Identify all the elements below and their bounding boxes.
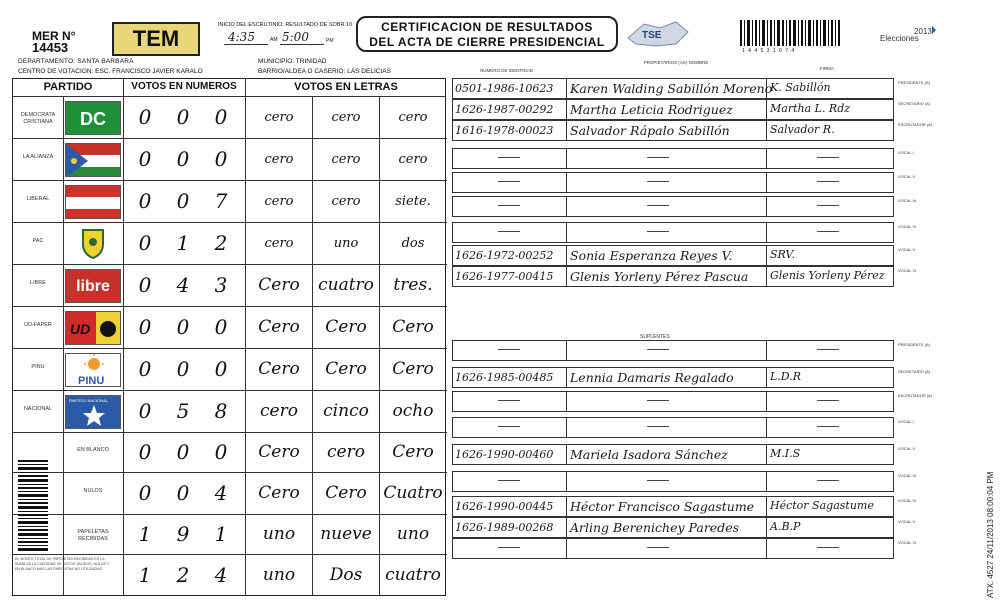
vote-word: cero xyxy=(264,236,294,251)
member-id: 1626-1987-00292 xyxy=(455,103,554,116)
vote-word: cinco xyxy=(323,401,369,421)
elecciones-text: Elecciones xyxy=(880,34,919,43)
member-role: ESCRUTADOR (A) xyxy=(898,122,933,127)
member-name-cell[interactable] xyxy=(567,267,767,286)
member-role: VOCAL I xyxy=(898,419,914,424)
vote-digit: 0 xyxy=(138,440,152,464)
time-end: 5:00 xyxy=(282,30,309,44)
table-row xyxy=(13,391,447,433)
member-name: Arling Berenichey Paredes xyxy=(570,520,740,535)
member-role: VOCAL VI xyxy=(898,540,917,545)
vote-word: uno xyxy=(396,524,430,544)
table-row xyxy=(13,307,447,349)
member-name-cell[interactable] xyxy=(567,100,767,119)
member-id: 0501-1986-10623 xyxy=(455,82,554,95)
time-start: 4:35 xyxy=(228,30,255,44)
member-row xyxy=(452,367,894,388)
time-am-label: AM xyxy=(270,37,278,43)
member-row xyxy=(452,172,894,193)
time-label: INICIO DEL ESCRUTINIO: RESULTADO DE SOBR 10 xyxy=(218,22,353,28)
vote-word: cero xyxy=(264,194,294,209)
member-row xyxy=(452,517,894,538)
empty-dash xyxy=(817,547,839,548)
vote-digit: 0 xyxy=(214,440,228,464)
empty-dash xyxy=(647,480,669,481)
vote-word: Cero xyxy=(325,359,367,379)
member-sign-cell[interactable] xyxy=(767,197,893,216)
member-name-cell[interactable] xyxy=(567,368,767,387)
member-row xyxy=(452,538,894,559)
vote-digit: 0 xyxy=(138,231,152,255)
party-name: NACIONAL xyxy=(23,406,53,412)
member-id: 1626-1990-00445 xyxy=(455,500,554,513)
member-sign-cell[interactable] xyxy=(767,341,893,360)
barcode-side-icon xyxy=(18,460,58,552)
sign-column-label: FIRMA xyxy=(820,66,834,71)
member-name: Sonia Esperanza Reyes V. xyxy=(570,248,733,263)
member-id-cell[interactable] xyxy=(453,497,567,516)
empty-dash xyxy=(647,205,669,206)
member-role: VOCAL V xyxy=(898,247,916,252)
vote-word: nueve xyxy=(320,524,372,544)
vote-digit: 0 xyxy=(138,273,152,297)
member-sign-cell[interactable] xyxy=(767,368,893,387)
member-id: 1626-1989-00268 xyxy=(455,521,554,534)
vote-digit: 8 xyxy=(214,399,228,423)
vote-word: Cuatro xyxy=(383,483,443,503)
member-id: 1626-1990-00460 xyxy=(455,448,554,461)
pac-shield-icon xyxy=(65,227,121,261)
member-id: 1616-1978-00023 xyxy=(455,124,554,137)
vote-digit: 0 xyxy=(214,357,228,381)
vote-digit: 1 xyxy=(138,522,152,546)
party-name: PINU xyxy=(31,364,45,370)
vote-digit: 3 xyxy=(214,273,228,297)
member-name: Héctor Francisco Sagastume xyxy=(570,499,755,514)
member-id: 1626-1985-00485 xyxy=(455,371,554,384)
pinu-logo-icon xyxy=(65,353,121,387)
vote-digit: 9 xyxy=(176,522,190,546)
name-column-label: PROPIETARIOS (AS) NOMBRE xyxy=(643,60,709,65)
party-name: LIBERAL xyxy=(26,196,50,202)
party-name: UD-FAPER xyxy=(24,322,52,328)
member-name-cell[interactable] xyxy=(567,497,767,516)
table-row xyxy=(13,265,447,307)
votes-table xyxy=(12,78,446,596)
member-role: VOCAL II xyxy=(898,446,915,451)
vote-word: uno xyxy=(262,565,296,585)
empty-dash xyxy=(498,205,520,206)
vote-digit: 4 xyxy=(214,563,228,587)
party-name: PAPELETAS RECIBIDAS xyxy=(77,529,109,542)
vote-digit: 0 xyxy=(176,440,190,464)
empty-dash xyxy=(647,400,669,401)
vote-digit: 0 xyxy=(176,481,190,505)
empty-dash xyxy=(817,349,839,350)
vote-word: cero xyxy=(398,152,428,167)
member-sign-cell[interactable] xyxy=(767,418,893,437)
vote-digit: 0 xyxy=(138,105,152,129)
svg-text:TSE: TSE xyxy=(642,30,662,41)
empty-dash xyxy=(817,480,839,481)
member-id-cell[interactable] xyxy=(453,79,567,98)
member-row xyxy=(452,391,894,412)
vote-word: cero xyxy=(327,442,365,462)
member-sign-cell[interactable] xyxy=(767,223,893,242)
member-sign-cell[interactable] xyxy=(767,497,893,516)
party-name: DEMOCRATA CRISTIANA xyxy=(20,112,56,125)
departamento-line: DEPARTAMENTO: SANTA BARBARA xyxy=(18,58,134,65)
vote-word: Cero xyxy=(325,317,367,337)
member-row xyxy=(452,266,894,287)
member-role: PRESIDENTE (A) xyxy=(898,80,931,85)
side-stamp: ATX: 4527 24/11/2013 08:00:04 PM xyxy=(986,471,995,598)
empty-dash xyxy=(817,426,839,427)
vote-digit: 0 xyxy=(176,357,190,381)
member-id-cell[interactable] xyxy=(453,149,567,168)
vote-digit: 1 xyxy=(176,231,190,255)
vote-word: cero xyxy=(331,110,361,125)
vote-digit: 1 xyxy=(214,522,228,546)
table-row xyxy=(13,473,447,515)
empty-dash xyxy=(817,157,839,158)
member-sign-cell[interactable] xyxy=(767,79,893,98)
member-name-cell[interactable] xyxy=(567,197,767,216)
vote-word: Cero xyxy=(258,317,300,337)
vote-word: Cero xyxy=(392,317,434,337)
vote-digit: 2 xyxy=(176,563,190,587)
vote-word: Cero xyxy=(392,442,434,462)
empty-dash xyxy=(498,349,520,350)
vote-word: Cero xyxy=(392,359,434,379)
barcode-number: 1 4 4 5 3 1 0 7 4 xyxy=(742,48,796,54)
member-row xyxy=(452,148,894,169)
vote-digit: 0 xyxy=(138,315,152,339)
member-id-cell[interactable] xyxy=(453,173,567,192)
member-id-cell[interactable] xyxy=(453,368,567,387)
member-role: VOCAL III xyxy=(898,473,916,478)
member-sign-cell[interactable] xyxy=(767,518,893,537)
member-name-cell[interactable] xyxy=(567,79,773,98)
member-row xyxy=(452,340,894,361)
member-name: Lennia Damaris Regalado xyxy=(570,370,734,385)
empty-dash xyxy=(647,231,669,232)
table-row xyxy=(13,97,447,139)
member-id-cell[interactable] xyxy=(453,472,567,491)
dc-logo-icon: DC xyxy=(65,101,121,135)
vote-digit: 4 xyxy=(176,273,190,297)
table-row xyxy=(13,139,447,181)
empty-dash xyxy=(498,547,520,548)
vote-word: cuatro xyxy=(318,275,374,295)
vote-digit: 0 xyxy=(176,105,190,129)
vote-digit: 0 xyxy=(138,357,152,381)
member-name-cell[interactable] xyxy=(567,173,767,192)
member-name: Glenis Yorleny Pérez Pascua xyxy=(570,269,749,284)
vote-word: cero xyxy=(331,194,361,209)
time-end-underline xyxy=(280,44,324,45)
empty-dash xyxy=(647,157,669,158)
vote-digit: 0 xyxy=(138,147,152,171)
member-signature: Héctor Sagastume xyxy=(770,499,874,512)
member-sign-cell[interactable] xyxy=(767,173,893,192)
certificate-line-1: CERTIFICACION DE RESULTADOS xyxy=(381,20,593,34)
member-sign-cell[interactable] xyxy=(767,100,893,119)
member-row xyxy=(452,471,894,492)
vote-digit: 0 xyxy=(138,189,152,213)
member-name-cell[interactable] xyxy=(567,418,767,437)
member-row xyxy=(452,245,894,266)
member-sign-cell[interactable] xyxy=(767,267,893,286)
vote-word: Cero xyxy=(258,275,300,295)
svg-text:UD: UD xyxy=(70,321,91,337)
vote-word: Cero xyxy=(258,483,300,503)
mer-label: MER N° 14453 xyxy=(32,29,76,55)
vote-word: cuatro xyxy=(385,565,441,585)
member-role: VOCAL V xyxy=(898,519,916,524)
member-id: 1626-1977-00415 xyxy=(455,270,554,283)
svg-text:PINU: PINU xyxy=(78,375,105,387)
certificate-title xyxy=(356,16,618,52)
member-name-cell[interactable] xyxy=(567,246,767,265)
tse-logo-icon xyxy=(626,18,690,50)
member-id-cell[interactable] xyxy=(453,197,567,216)
vote-word: Cero xyxy=(325,483,367,503)
member-sign-cell[interactable] xyxy=(767,539,893,558)
member-id-cell[interactable] xyxy=(453,418,567,437)
empty-dash xyxy=(817,231,839,232)
member-row xyxy=(452,222,894,243)
vote-word: cero xyxy=(260,401,298,421)
member-name-cell[interactable] xyxy=(567,472,767,491)
party-name: LIBRE xyxy=(30,280,46,286)
member-name: Salvador Rápalo Sabillón xyxy=(570,123,730,138)
vote-digit: 7 xyxy=(214,189,228,213)
member-id-cell[interactable] xyxy=(453,121,567,140)
member-sign-cell[interactable] xyxy=(767,149,893,168)
member-signature: SRV. xyxy=(770,248,795,261)
empty-dash xyxy=(817,205,839,206)
vote-digit: 0 xyxy=(138,481,152,505)
member-row xyxy=(452,196,894,217)
vote-digit: 2 xyxy=(214,231,228,255)
table-row xyxy=(13,349,447,391)
vote-word: siete. xyxy=(395,194,431,209)
member-signature: Martha L. Rdz xyxy=(770,102,851,115)
member-role: VOCAL I xyxy=(898,150,914,155)
empty-dash xyxy=(647,426,669,427)
footer-note: EL MONTO TOTAL DE PAPELETAS RECIBIDAS ES LA SUMA DE LA CANTIDAD DE VOTOS VALIDOS, NULOS Y EN BLANCO MAS LAS PAPELETAS NO UTILIZADAS xyxy=(15,557,110,571)
empty-dash xyxy=(817,181,839,182)
vote-word: uno xyxy=(262,524,296,544)
member-sign-cell[interactable] xyxy=(767,445,893,464)
member-name-cell[interactable] xyxy=(567,392,767,411)
member-sign-cell[interactable] xyxy=(767,121,893,140)
vote-digit: 0 xyxy=(176,147,190,171)
member-row xyxy=(452,496,894,517)
empty-dash xyxy=(498,426,520,427)
member-id-cell[interactable] xyxy=(453,392,567,411)
empty-dash xyxy=(498,480,520,481)
vote-digit: 0 xyxy=(214,315,228,339)
member-row xyxy=(452,417,894,438)
certificate-line-2: DEL ACTA DE CIERRE PRESIDENCIAL xyxy=(369,35,605,49)
member-role: VOCAL II xyxy=(898,174,915,179)
empty-dash xyxy=(647,349,669,350)
ud-logo-icon xyxy=(65,311,121,345)
member-role: VOCAL III xyxy=(898,198,916,203)
member-sign-cell[interactable] xyxy=(767,472,893,491)
member-id-cell[interactable] xyxy=(453,100,567,119)
member-signature: M.I.S xyxy=(770,447,801,460)
barcode-top-icon xyxy=(740,20,840,46)
table-row xyxy=(13,223,447,265)
vote-digit: 0 xyxy=(176,189,190,213)
vote-word: Dos xyxy=(329,565,363,585)
member-name-cell[interactable] xyxy=(567,121,767,140)
liberal-flag-icon xyxy=(65,185,121,219)
member-name: Mariela Isadora Sánchez xyxy=(570,447,728,462)
libre-logo-icon: libre xyxy=(65,269,121,303)
vote-word: dos xyxy=(401,236,425,251)
party-name: NULOS xyxy=(83,488,103,494)
table-row xyxy=(13,515,447,555)
member-name-cell[interactable] xyxy=(567,539,767,558)
vote-digit: 5 xyxy=(176,399,190,423)
member-role: VOCAL IV xyxy=(898,498,917,503)
member-signature: Salvador R. xyxy=(770,123,835,136)
member-signature: L.D.R xyxy=(770,370,802,383)
member-id-cell[interactable] xyxy=(453,267,567,286)
vote-digit: 0 xyxy=(176,315,190,339)
member-sign-cell[interactable] xyxy=(767,392,893,411)
member-id-cell[interactable] xyxy=(453,518,567,537)
vote-word: cero xyxy=(331,152,361,167)
member-name-cell[interactable] xyxy=(567,445,767,464)
time-start-underline xyxy=(224,44,268,45)
empty-dash xyxy=(817,400,839,401)
barrio-line: BARRIO/ALDEA O CASERIO: LAS DELICIAS xyxy=(258,68,391,75)
member-id-cell[interactable] xyxy=(453,223,567,242)
nacional-logo-icon xyxy=(65,395,121,429)
member-sign-cell[interactable] xyxy=(767,246,893,265)
member-name-cell[interactable] xyxy=(567,518,767,537)
vote-word: Cero xyxy=(258,442,300,462)
member-row xyxy=(452,120,894,141)
member-row xyxy=(452,78,894,99)
vote-word: ocho xyxy=(392,401,434,421)
member-name-cell[interactable] xyxy=(567,341,767,360)
time-pm-label: PM xyxy=(326,38,334,44)
table-row xyxy=(13,433,447,473)
empty-dash xyxy=(647,547,669,548)
col-numbers-header: VOTOS EN NUMEROS xyxy=(131,81,237,92)
member-id-cell[interactable] xyxy=(453,341,567,360)
party-name: LA ALIANZA xyxy=(22,154,54,160)
member-id-cell[interactable] xyxy=(453,539,567,558)
col-letters-header: VOTOS EN LETRAS xyxy=(294,81,398,93)
member-id-cell[interactable] xyxy=(453,445,567,464)
vote-digit: 1 xyxy=(138,563,152,587)
empty-dash xyxy=(498,157,520,158)
id-column-label: NUMERO DE IDENTIDAD xyxy=(480,68,534,73)
vote-word: Cero xyxy=(258,359,300,379)
member-row xyxy=(452,444,894,465)
member-signature: K. Sabillón xyxy=(770,81,831,94)
suplentes-label: SUPLENTES xyxy=(640,334,670,340)
member-name: Martha Leticia Rodriguez xyxy=(570,102,733,117)
centro-line: CENTRO DE VOTACION: ESC. FRANCISCO JAVIER KARALO xyxy=(18,68,203,75)
vote-word: cero xyxy=(264,152,294,167)
member-role: PRESIDENTE (A) xyxy=(898,342,931,347)
member-id-cell[interactable] xyxy=(453,246,567,265)
member-name-cell[interactable] xyxy=(567,223,767,242)
svg-text:2013: 2013 xyxy=(914,27,932,36)
party-name: EN BLANCO xyxy=(77,447,109,453)
vote-digit: 4 xyxy=(214,481,228,505)
member-role: VOCAL IV xyxy=(898,224,917,229)
member-signature: A.B.P xyxy=(770,520,801,533)
member-name-cell[interactable] xyxy=(567,149,767,168)
member-signature: Glenis Yorleny Pérez xyxy=(770,269,885,282)
vote-digit: 0 xyxy=(214,105,228,129)
vote-digit: 0 xyxy=(138,399,152,423)
empty-dash xyxy=(498,231,520,232)
party-name: PAC xyxy=(32,238,44,244)
alianza-flag-icon xyxy=(65,143,121,177)
empty-dash xyxy=(647,181,669,182)
member-role: SECRETARIO (A) xyxy=(898,101,931,106)
empty-dash xyxy=(498,181,520,182)
member-row xyxy=(452,99,894,120)
vote-digit: 0 xyxy=(214,147,228,171)
table-row xyxy=(13,181,447,223)
municipio-line: MUNICIPIO: TRINIDAD xyxy=(258,58,327,65)
member-role: SECRETARIO (A) xyxy=(898,369,931,374)
vote-word: cero xyxy=(398,110,428,125)
tem-box: TEM xyxy=(112,22,200,56)
member-name: Karen Walding Sabillón Moreno xyxy=(570,81,773,96)
svg-text:PARTIDO NACIONAL: PARTIDO NACIONAL xyxy=(69,398,108,403)
vote-word: cero xyxy=(264,110,294,125)
member-role: ESCRUTADOR (A) xyxy=(898,393,933,398)
vote-word: tres. xyxy=(393,275,433,295)
vote-word: uno xyxy=(333,236,359,251)
member-role: VOCAL VI xyxy=(898,268,917,273)
member-id: 1626-1972-00252 xyxy=(455,249,554,262)
col-party-header: PARTIDO xyxy=(43,81,93,93)
empty-dash xyxy=(498,400,520,401)
